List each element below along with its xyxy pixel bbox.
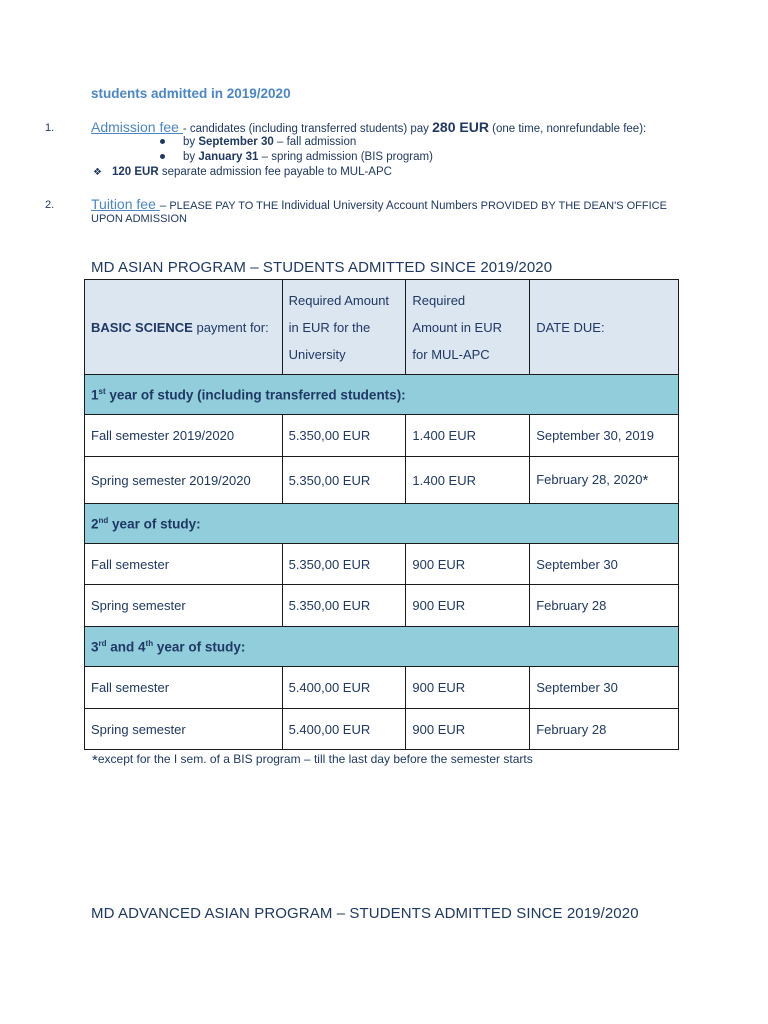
bullet-spring-admission: by January 31 – spring admission (BIS program) xyxy=(160,151,433,163)
mul-apc-admission-note: ❖ 120 EUR separate admission fee payable to MUL-APC xyxy=(93,166,392,178)
table-row xyxy=(85,415,679,457)
cell-mulapc-amount: 1.400 EUR xyxy=(406,415,530,457)
cell-term: Fall semester xyxy=(85,544,283,585)
header-date-due: DATE DUE: xyxy=(530,280,679,375)
cell-mulapc-amount: 900 EUR xyxy=(406,667,530,709)
admission-fee-text-b: (one time, nonrefundable fee): xyxy=(488,123,647,135)
tuition-fee-line: Tuition fee – PLEASE PAY TO THE Individual University Account Numbers PROVIDED BY THE DEAN'S OFFICE xyxy=(91,196,667,212)
page-heading: students admitted in 2019/2020 xyxy=(91,86,291,101)
diamond-bullet-icon: ❖ xyxy=(93,167,102,178)
cell-term: Fall semester xyxy=(85,667,283,709)
footnote-star-marker: * xyxy=(642,471,649,489)
list-number-2: 2. xyxy=(45,199,55,211)
header-mulapc-amount: Required Amount in EUR for MUL-APC xyxy=(406,280,530,375)
table-row xyxy=(85,585,679,627)
table-row xyxy=(85,544,679,585)
header-university-amount: Required Amount in EUR for the University xyxy=(282,280,406,375)
bullet-dot-icon xyxy=(160,154,165,159)
cell-term: Spring semester xyxy=(85,585,283,627)
group-row-year-3-4: 3rd and 4th year of study: xyxy=(85,627,679,667)
fees-table xyxy=(84,279,679,750)
table-row xyxy=(85,709,679,750)
admission-fee-text-a: - candidates (including transferred students) pay xyxy=(182,123,433,135)
group-row-year-2: 2nd year of study: xyxy=(85,504,679,544)
cell-term: Spring semester 2019/2020 xyxy=(85,457,283,504)
cell-term: Spring semester xyxy=(85,709,283,750)
tuition-fee-line-2: UPON ADMISSION xyxy=(91,213,187,225)
cell-university-amount: 5.400,00 EUR xyxy=(282,709,406,750)
group-row-year-1: 1st year of study (including transferred students): xyxy=(85,375,679,415)
table-row xyxy=(85,457,679,504)
cell-mulapc-amount: 900 EUR xyxy=(406,544,530,585)
table-footnote: *except for the I sem. of a BIS program – till the last day before the semester starts xyxy=(92,752,533,769)
cell-university-amount: 5.350,00 EUR xyxy=(282,457,406,504)
bullet-dot-icon xyxy=(160,139,165,144)
cell-date-due: February 28, 2020* xyxy=(530,457,679,504)
table-header-row xyxy=(85,280,679,375)
cell-term: Fall semester 2019/2020 xyxy=(85,415,283,457)
cell-date-due: September 30, 2019 xyxy=(530,415,679,457)
cell-university-amount: 5.350,00 EUR xyxy=(282,415,406,457)
cell-date-due: February 28 xyxy=(530,585,679,627)
bullet-fall-admission: by September 30 – fall admission xyxy=(160,136,356,148)
section-title-md-advanced-asian: MD ADVANCED ASIAN PROGRAM – STUDENTS ADMITTED SINCE 2019/2020 xyxy=(91,905,639,922)
tuition-fee-link[interactable]: Tuition fee xyxy=(91,196,160,212)
cell-university-amount: 5.350,00 EUR xyxy=(282,544,406,585)
cell-mulapc-amount: 900 EUR xyxy=(406,585,530,627)
section-title-md-asian: MD ASIAN PROGRAM – STUDENTS ADMITTED SINCE 2019/2020 xyxy=(91,259,553,276)
table-row xyxy=(85,667,679,709)
cell-university-amount: 5.350,00 EUR xyxy=(282,585,406,627)
header-payment-for: BASIC SCIENCE payment for: xyxy=(85,280,283,375)
cell-date-due: September 30 xyxy=(530,544,679,585)
cell-date-due: February 28 xyxy=(530,709,679,750)
cell-mulapc-amount: 900 EUR xyxy=(406,709,530,750)
admission-fee-amount: 280 EUR xyxy=(432,119,489,135)
cell-university-amount: 5.400,00 EUR xyxy=(282,667,406,709)
cell-mulapc-amount: 1.400 EUR xyxy=(406,457,530,504)
list-number-1: 1. xyxy=(45,122,55,134)
admission-fee-line xyxy=(91,119,646,135)
admission-fee-link[interactable]: Admission fee xyxy=(91,119,183,135)
cell-date-due: September 30 xyxy=(530,667,679,709)
footnote-star-icon: * xyxy=(92,752,98,769)
